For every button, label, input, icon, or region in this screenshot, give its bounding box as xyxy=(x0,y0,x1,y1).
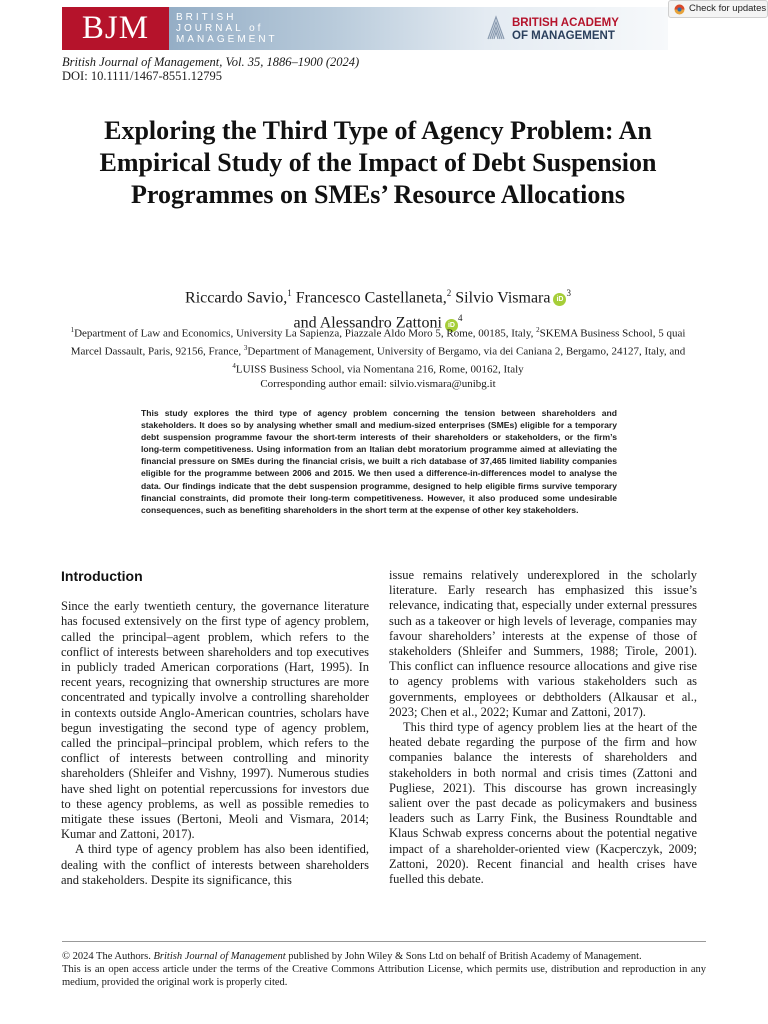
body-column-left xyxy=(61,568,369,888)
paragraph: This third type of agency problem lies at the heart of the heated debate regarding the purpose of the firm and how companies balance the interests of shareholders and stakeholders in both normal and crisis times (Zattoni and Pugliese, 2021). This discourse has grown increasingly salient over the past decade as policymakers and business leaders such as Larry Fink, the Business Roundtable and Klaus Schwab express concerns about the potential negative impact of a shareholder-oriented view (Kacperczyk, 2009; Zattoni, 2020). Recent financial and health crises have fuelled this debate. xyxy=(389,720,697,887)
corresponding-author: Corresponding author email: silvio.vismara@unibg.it xyxy=(260,378,496,391)
footer-divider xyxy=(62,941,706,942)
paragraph: A third type of agency problem has also been identified, dealing with the conflict of interests between shareholders and stakeholders. Despite its significance, this xyxy=(61,842,369,887)
abstract: This study explores the third type of agency problem concerning the tension between shareholders and stakeholders. It does so by analysing whether small and medium-sized enterprises (SMEs) eligible for a temporary debt suspension programme favour the short-term interests of their shareholders or stakeholders, or the firm’s long-term competitiveness. Using information from an Italian debt moratorium programme aimed at alleviating the financial pressure on SMEs during the financial crisis, we built a rich database of 37,465 limited liability companies eligible for the programme between 2006 and 2015. We then used a difference-in-differences model to analyse the data. Our findings indicate that the debt suspension programme, designed to help eligible firms survive temporary financial constraints, did promote their long-term competitiveness. However, it also produced some undesirable consequences, such as benefiting shareholders in the short term at the expense of other key stakeholders. xyxy=(141,408,617,515)
copyright-notice: © 2024 The Authors. British Journal of Management published by John Wiley & Sons Ltd on behalf of British Academy of Management. xyxy=(62,951,642,962)
bam-logo-text: BRITISH ACADEMY OF MANAGEMENT xyxy=(512,17,619,42)
section-heading-introduction: Introduction xyxy=(61,568,143,584)
paragraph: Since the early twentieth century, the governance literature has focused extensively on the first type of agency problem, called the principal–agent problem, which refers to the conflict of interests between shareholders and top executives in publicly traded American corporations (Hart, 1995). In recent years, recognizing that ownership structures are more concentrated and typically involve a controlling shareholder in contexts outside Anglo-American countries, scholars have begun investigating the second type of agency problem, called the principal–principal problem, which refers to the conflict of interests between controlling and minority shareholders (Shleifer and Vishny, 1997). Numerous studies have shed light on potential repercussions for investors due to these agency problems, as well as possible remedies to mitigate these issues (Bertoni, Meoli and Vismara, 2014; Kumar and Zattoni, 2017). xyxy=(61,599,369,842)
bjm-logo: BJM xyxy=(62,7,169,50)
check-for-updates-button[interactable] xyxy=(668,0,768,18)
doi[interactable]: DOI: 10.1111/1467-8551.12795 xyxy=(62,69,223,83)
author-name[interactable]: Riccardo Savio, xyxy=(185,289,288,307)
journal-citation: British Journal of Management, Vol. 35, 1886–1900 (2024) xyxy=(62,55,360,69)
article-title: Exploring the Third Type of Agency Problem: An Empirical Study of the Impact of Debt Suspension Programmes on SMEs’ Resource Allocations xyxy=(99,116,657,209)
check-for-updates-label: Check for updates xyxy=(689,3,767,14)
body-column-right xyxy=(389,568,697,887)
paragraph: issue remains relatively underexplored in the scholarly literature. Early research has emphasized this issue’s relevance, indicating that, especially under external pressures such as a takeover or high levels of leverage, companies may favour shareholders’ interests at the expense of those of stakeholders (Shleifer and Summers, 1988; Tirole, 2001). This conflict can influence resource allocations and give rise to agency problems with various stakeholders such as governments, employees or debtholders (Alkausar et al., 2023; Chen et al., 2022; Kumar and Zattoni, 2017). xyxy=(389,568,697,719)
orcid-icon[interactable]: iD xyxy=(445,319,458,332)
journal-banner xyxy=(62,7,668,50)
affiliations: $^1$Department of Law and Economics, University La Sapienza, Piazzale Aldo Moro 5, Rome, 00185, Italy, $^2$SKEMA Business School, 5 quai Marcel Dassault, Paris, 92156, France, $^3$Department of Management, University of Bergamo, via dei Caniana 2, Bergamo, 24127, Italy, and $^4$LUISS Business School, via Nomentana 216, Rome, 00162, Italy Corresponding author email: silvio.vismara@unibg.it xyxy=(70,326,686,391)
bjm-journal-name: BRITISH JOURNAL of MANAGEMENT xyxy=(176,12,278,45)
author-list: Riccardo Savio,$^1$ Francesco Castellaneta,$^2$ Silvio Vismara $iD^3$ and Alessandro Zattoni $iD^4$ xyxy=(185,288,571,332)
orcid-icon[interactable]: iD xyxy=(553,293,566,306)
author-name[interactable]: and Alessandro Zattoni xyxy=(293,314,442,332)
author-name[interactable]: Francesco Castellaneta, xyxy=(291,289,447,307)
license-notice: This is an open access article under the terms of the Creative Commons Attribution License, which permits use, distribution and reproduction in any medium, provided the original work is properly cited. xyxy=(62,964,706,988)
author-name[interactable]: Silvio Vismara xyxy=(451,289,551,307)
footer-notice xyxy=(62,950,706,989)
crossmark-icon xyxy=(674,4,685,15)
bam-emblem-icon xyxy=(486,15,506,41)
